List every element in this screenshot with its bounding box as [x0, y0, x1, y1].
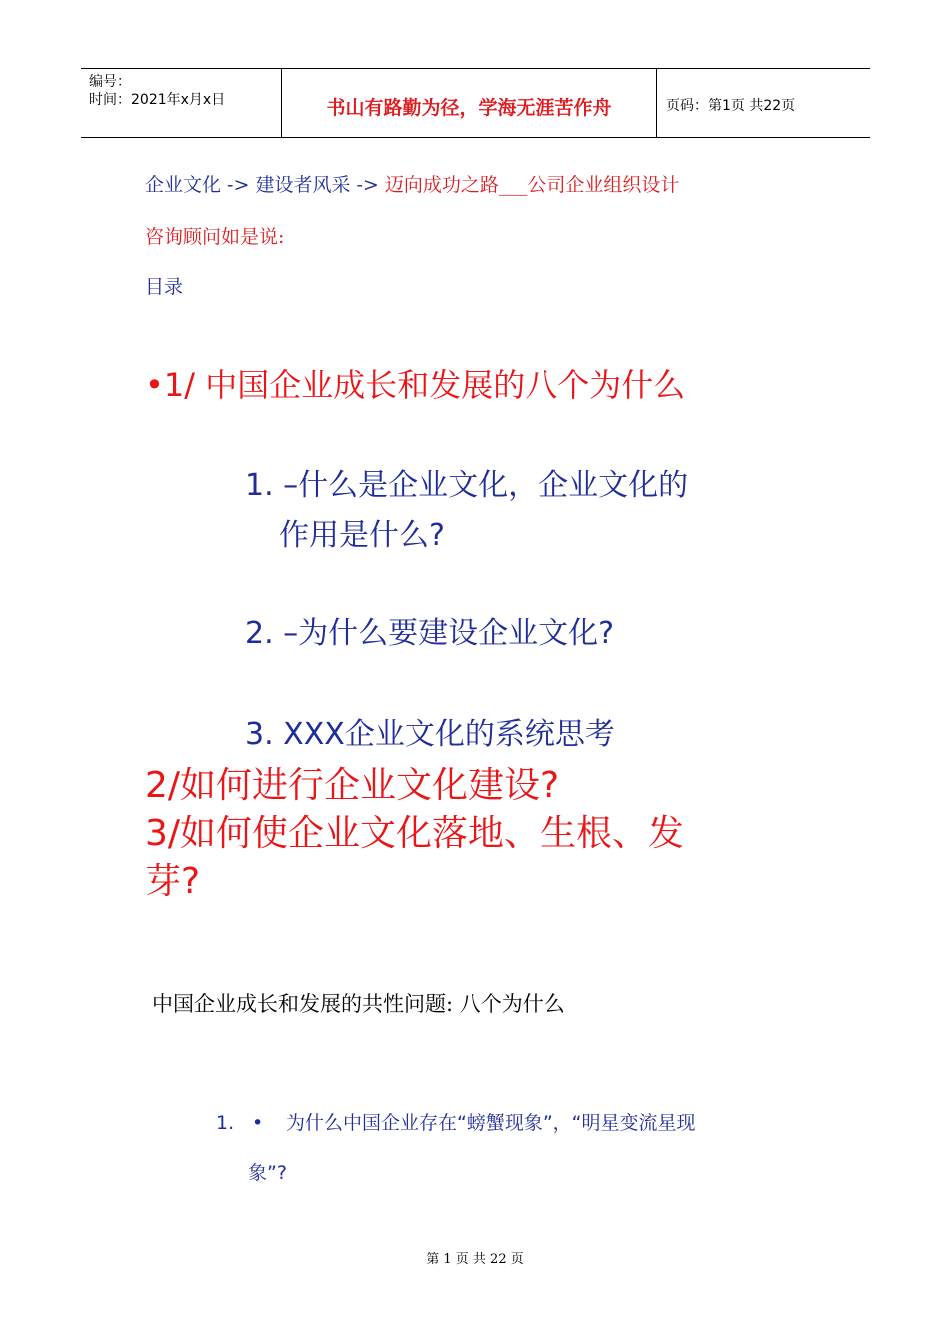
- toc-title: 目录: [145, 276, 184, 298]
- toc-subitem-1-continued: 作用是什么?: [279, 518, 445, 553]
- toc-subitem-1: 1. –什么是企业文化，企业文化的: [245, 468, 689, 503]
- breadcrumb-item-current: 迈向成功之路___公司企业组织设计: [384, 174, 680, 196]
- toc-item-3-continued: 芽?: [145, 861, 201, 902]
- toc-item-2: 2/如何进行企业文化建设?: [145, 765, 560, 806]
- toc-subitem-2: 2. –为什么要建设企业文化?: [245, 616, 615, 651]
- toc-subitem-3: 3. XXX企业文化的系统思考: [245, 717, 615, 752]
- question-text: 为什么中国企业存在“螃蟹现象”，“明星变流星现: [286, 1112, 696, 1134]
- article-subtitle: 咨询顾问如是说:: [145, 226, 285, 248]
- section-heading: 中国企业成长和发展的共性问题: 八个为什么: [152, 992, 565, 1016]
- question-item-1: [216, 1108, 696, 1135]
- page-footer: 第 1 页 共 22 页: [426, 1252, 524, 1267]
- breadcrumb-separator: ->: [221, 174, 256, 196]
- document-header: [81, 68, 870, 138]
- document-time-label: 时间：2021年x月x日: [89, 92, 226, 108]
- header-motto-cell: [281, 69, 657, 137]
- breadcrumb-separator: ->: [350, 174, 385, 196]
- header-page-cell: [656, 69, 870, 137]
- question-item-1-continued: 象”?: [248, 1162, 287, 1184]
- header-meta-cell: [81, 69, 281, 137]
- bullet-icon: •: [252, 1112, 264, 1134]
- document-number-label: 编号：: [89, 74, 131, 90]
- toc-item-1: •1/ 中国企业成长和发展的八个为什么: [145, 366, 686, 404]
- breadcrumb-item-builders[interactable]: 建设者风采: [255, 174, 351, 196]
- question-number: 1.: [216, 1112, 235, 1134]
- breadcrumb: [145, 170, 679, 197]
- breadcrumb-item-culture[interactable]: 企业文化: [145, 174, 222, 196]
- toc-item-3: 3/如何使企业文化落地、生根、发: [145, 813, 685, 854]
- header-page-info: 页码：第1页 共22页: [666, 98, 796, 114]
- header-motto: 书山有路勤为径，学海无涯苦作舟: [326, 97, 612, 119]
